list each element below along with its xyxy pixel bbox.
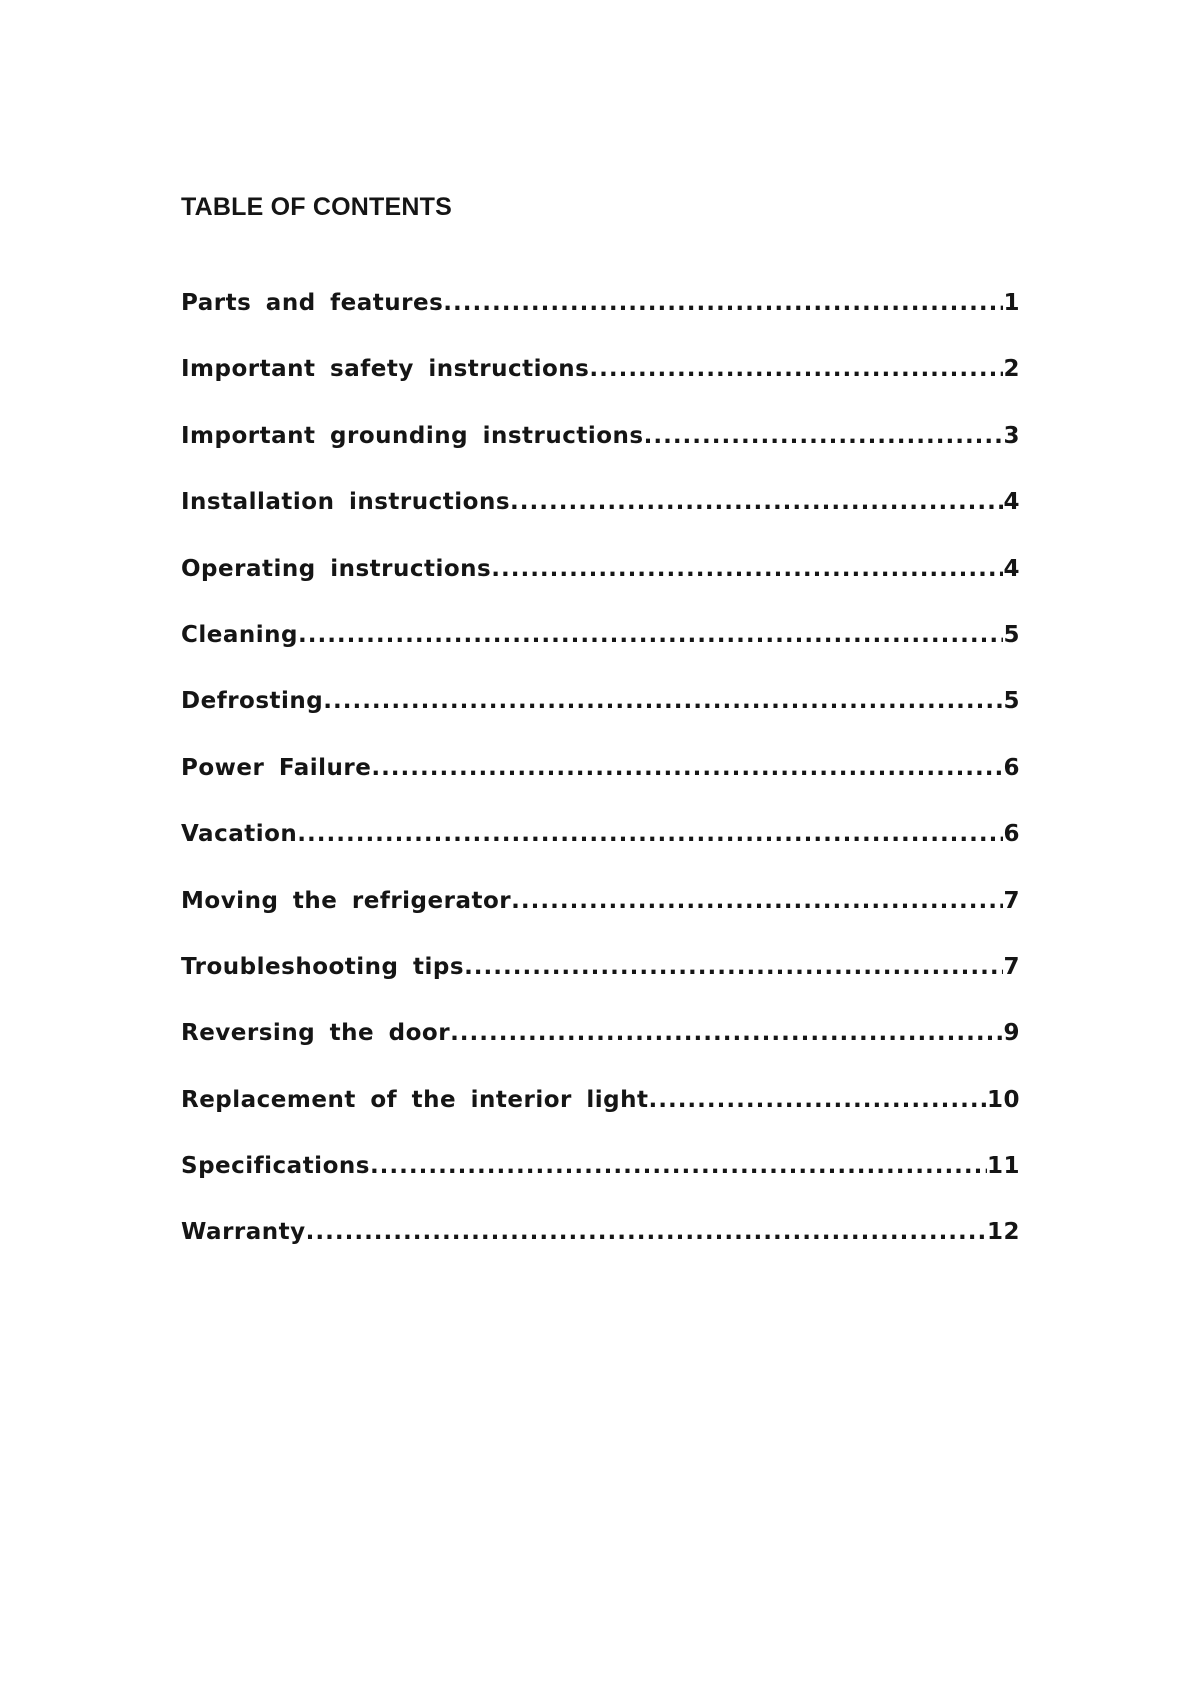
toc-entry-label: Defrosting	[181, 688, 324, 715]
toc-entry-page: 6	[1003, 821, 1020, 848]
toc-entry-cleaning[interactable]	[181, 618, 1020, 684]
toc-entry-label: Reversing the door	[181, 1020, 451, 1047]
dot-leader	[644, 419, 1004, 453]
toc-entry-label: Warranty	[181, 1219, 306, 1246]
toc-entry-page: 9	[1003, 1020, 1020, 1047]
toc-entry-moving-the-refrigerator[interactable]	[181, 884, 1020, 950]
dot-leader	[323, 684, 1003, 718]
dot-leader	[298, 618, 1004, 652]
toc-entry-important-grounding-instructions[interactable]	[181, 419, 1020, 485]
toc-entry-page: 5	[1003, 621, 1020, 648]
dot-leader	[450, 1016, 1003, 1050]
toc-entry-label: Important grounding instructions	[181, 422, 644, 449]
toc-entry-warranty[interactable]	[181, 1215, 1020, 1281]
toc-entry-page: 7	[1003, 887, 1020, 914]
toc-entry-power-failure[interactable]	[181, 751, 1020, 817]
dot-leader	[306, 1215, 987, 1249]
toc-entry-label: Operating instructions	[181, 555, 492, 582]
toc-entry-label: Vacation	[181, 821, 298, 848]
dot-leader	[589, 352, 1003, 386]
toc-entry-page: 3	[1003, 422, 1020, 449]
toc-entry-vacation[interactable]	[181, 817, 1020, 883]
toc-entry-important-safety-instructions[interactable]	[181, 352, 1020, 418]
toc-entry-troubleshooting-tips[interactable]	[181, 950, 1020, 1016]
dot-leader	[511, 884, 1003, 918]
toc-entry-page: 11	[986, 1153, 1020, 1180]
table-of-contents	[181, 286, 1020, 1282]
toc-entry-label: Specifications	[181, 1153, 370, 1180]
toc-entry-label: Important safety instructions	[181, 356, 590, 383]
toc-entry-label: Parts and features	[181, 290, 444, 316]
dot-leader	[443, 286, 1003, 320]
dot-leader	[371, 751, 1003, 785]
toc-entry-page: 10	[986, 1086, 1020, 1113]
toc-entry-label: Troubleshooting tips	[181, 953, 465, 980]
toc-entry-installation-instructions[interactable]	[181, 485, 1020, 551]
dot-leader	[491, 552, 1003, 586]
toc-entry-label: Power Failure	[181, 754, 372, 781]
toc-entry-parts-and-features[interactable]	[181, 286, 1020, 352]
toc-entry-label: Installation instructions	[181, 489, 511, 516]
page-title: TABLE OF CONTENTS	[181, 193, 452, 221]
toc-entry-page: 5	[1003, 688, 1020, 715]
toc-entry-label: Cleaning	[181, 621, 298, 648]
toc-entry-reversing-the-door[interactable]	[181, 1016, 1020, 1082]
toc-entry-page: 12	[986, 1219, 1020, 1246]
toc-entry-page: 1	[1003, 290, 1020, 316]
toc-entry-page: 2	[1003, 356, 1020, 383]
toc-entry-page: 7	[1003, 953, 1020, 980]
dot-leader	[370, 1149, 987, 1183]
toc-entry-specifications[interactable]	[181, 1149, 1020, 1215]
toc-entry-replacement-of-the-interior-light[interactable]	[181, 1083, 1020, 1149]
toc-entry-page: 4	[1003, 555, 1020, 582]
dot-leader	[510, 485, 1003, 519]
toc-entry-label: Moving the refrigerator	[181, 887, 512, 914]
dot-leader	[464, 950, 1003, 984]
toc-entry-label: Replacement of the interior light	[181, 1086, 649, 1113]
toc-entry-page: 6	[1003, 754, 1020, 781]
dot-leader	[297, 817, 1003, 851]
toc-entry-page: 4	[1003, 489, 1020, 516]
dot-leader	[648, 1083, 987, 1117]
toc-entry-defrosting[interactable]	[181, 684, 1020, 750]
toc-entry-operating-instructions[interactable]	[181, 552, 1020, 618]
